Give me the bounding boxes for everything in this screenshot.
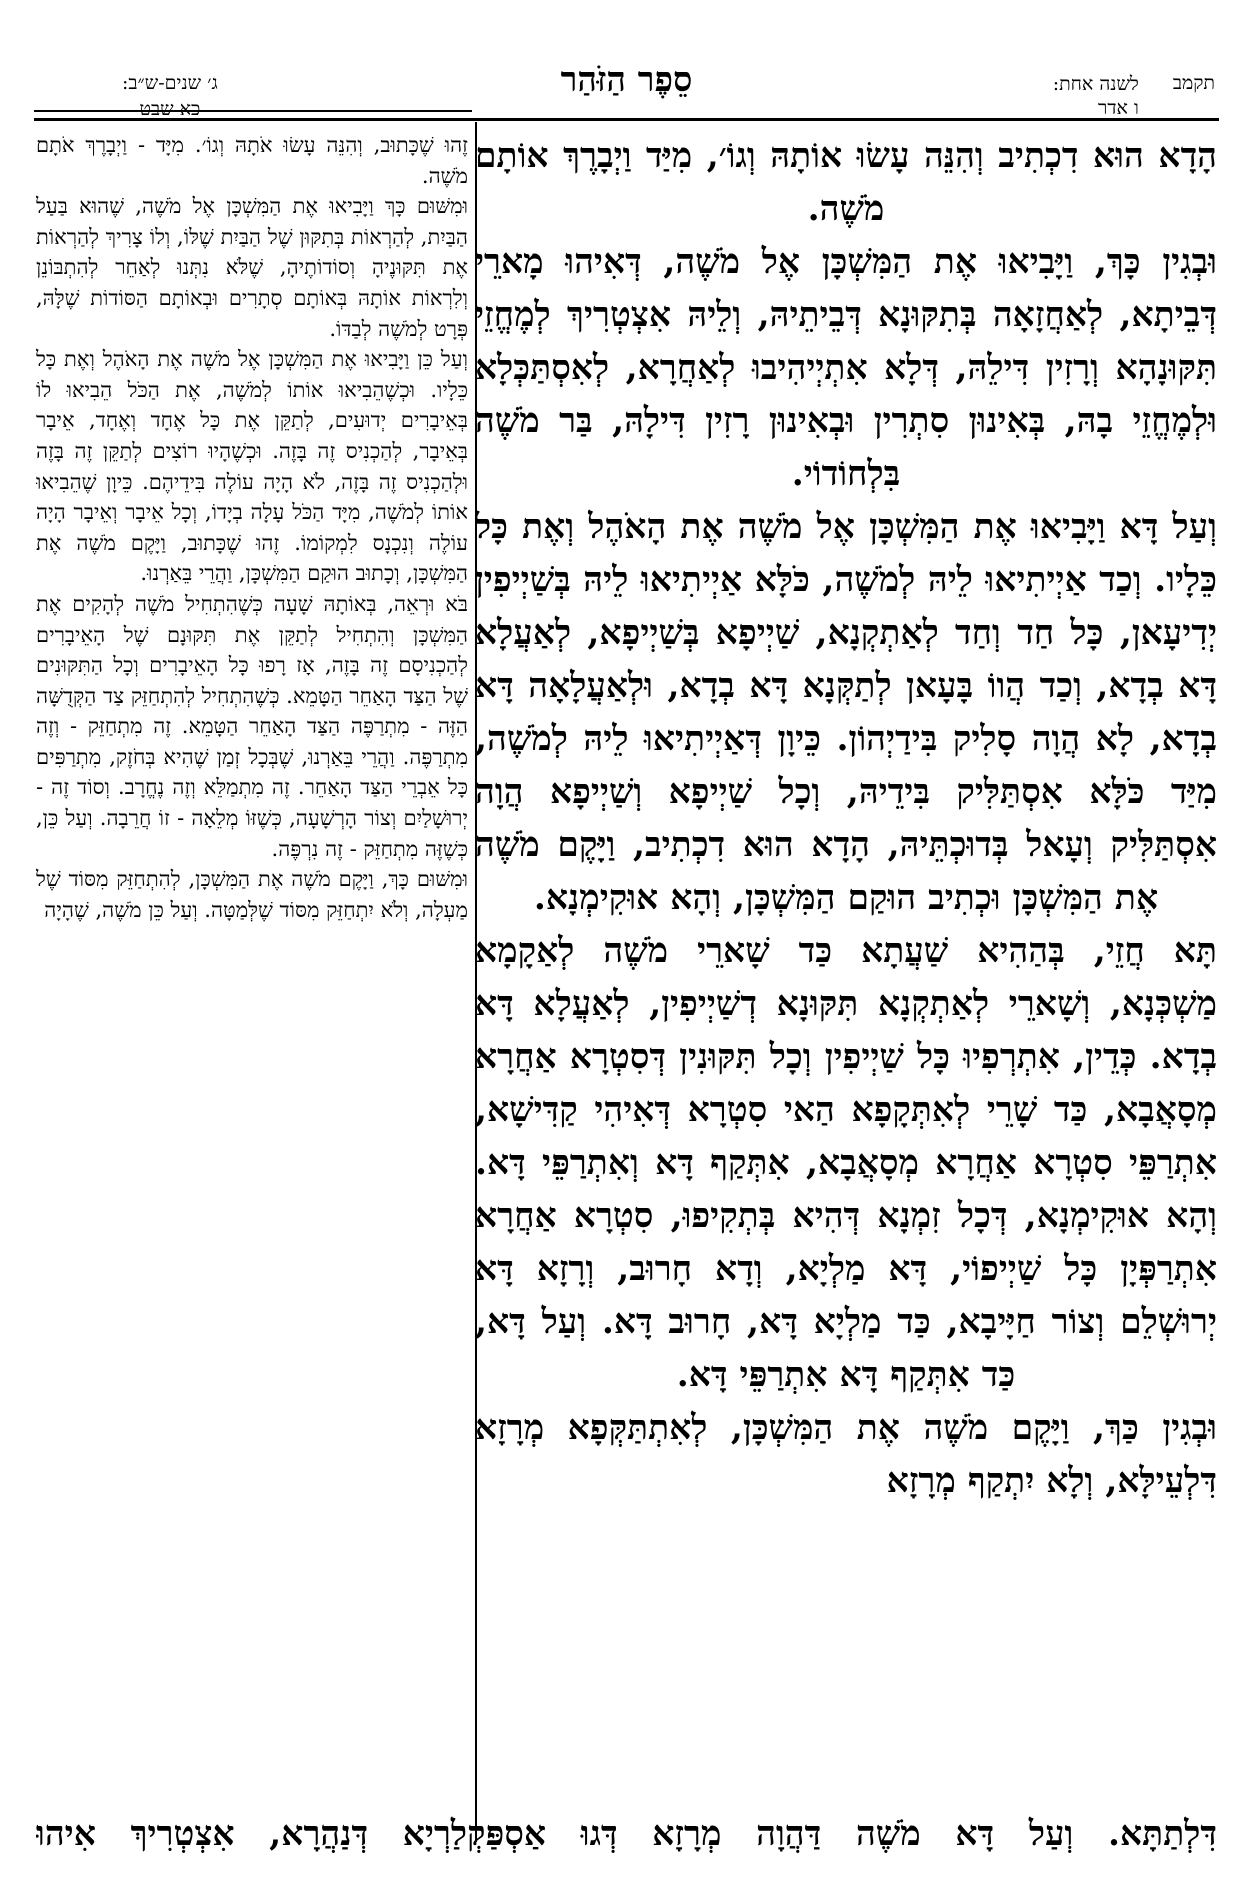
header-left <box>122 70 218 122</box>
hebrew-paragraph: וּמִשּׁוּם כָּךְ, וַיָּקֶם מֹשֶׁה אֶת הַמִּשְׁכָּן, לְהִתְחַזֵּק מִסּוֹד שֶׁל מַעְלָה, וְלֹא יִתְחַזֵּק מִסּוֹד שֶׁלְּמַטָּה. וְעַל כֵּן מֹשֶׁה, שֶׁהָיָה <box>36 867 468 922</box>
hebrew-paragraph: וְעַל כֵּן וַיָּבִיאוּ אֶת הַמִּשְׁכָּן אֶל מֹשֶׁה אֶת הָאֹהֶל וְאֶת כָּל כֵּלָיו. וּכְשֶׁהֵבִיאוּ אוֹתוֹ לְמֹשֶׁה, אֶת הַכֹּל הֵבִיאוּ לוֹ בְּאֵיבָרִים יְדוּעִים, לְתַקֵּן אֶת כָּל אֶחָד וְאֶחָד, אֵיבָר בְּאֵיבָר, לְהַכְנִיס זֶה בָּזֶה. וּכְשֶׁהָיוּ רוֹצִים לְתַקֵּן זֶה בָּזֶה וּלְהַכְנִיס זֶה בָּזֶה, לֹא הָיָה עוֹלֶה בִּידֵיהֶם. כֵּיוָן שֶׁהֵבִיאוּ אוֹתוֹ לְמֹשֶׁה, מִיָּד הַכֹּל עָלָה בְיָדוֹ, וְכָל אֵיבָר וְאֵיבָר הָיָה עוֹלֶה וְנִכְנָס לִמְקוֹמוֹ. זֶהוּ שֶׁכָּתוּב, וַיָּקֶם מֹשֶׁה אֶת הַמִּשְׁכָּן, וְכָתוּב הוּקַם הַמִּשְׁכָּן, וַהֲרֵי בֵּאַרְנוּ. <box>36 347 468 586</box>
hebrew-translation-column <box>36 130 468 1850</box>
header-left-rule <box>34 110 472 112</box>
hebrew-paragraph: וּמִשּׁוּם כָּךְ וַיָּבִיאוּ אֶת הַמִּשְׁכָּן אֶל מֹשֶׁה, שֶׁהוּא בַּעַל הַבַּיִת, לְהַרְאוֹת בְּתִקּוּן שֶׁל הַבַּיִת שֶׁלּוֹ, וְלוֹ צָרִיךְ לְהַרְאוֹת אֶת תִּקּוּנֶיהָ וְסוֹדוֹתֶיהָ, שֶׁלֹּא נִתְּנוּ לְאַחֵר לְהִתְבּוֹנֵן וְלִרְאוֹת אוֹתָהּ בְּאוֹתָם סְתָרִים וּבְאוֹתָם הַסּוֹדוֹת שֶׁלָּהּ, פְּרָט לְמֹשֶׁה לְבַדּוֹ. <box>36 194 468 341</box>
day-left: כא שבט <box>139 98 201 120</box>
book-title: סֵפֶר הַזֹּהַר <box>560 60 693 100</box>
aramaic-paragraph: וּבְגִין כַּךְ, וַיָּקֶם מֹשֶׁה אֶת הַמִּשְׁכָּן, לְאִתְתַּקְּפָא מְרָזָא דִּלְעֵילָּא, וְלָא יִתְקַף מְרָזָא <box>475 1408 1217 1501</box>
header-rule <box>34 118 1219 121</box>
aramaic-paragraph: וְעַל דָּא וַיָּבִיאוּ אֶת הַמִּשְׁכָּן אֶל מֹשֶׁה אֶת הָאֹהֶל וְאֶת כָּל כֵּלָיו. וְכַד אַיְיתִיאוּ לֵיהּ לְמֹשֶׁה, כֹּלָּא אַיְיתִיאוּ לֵיהּ בְּשַׁיְיפִין יְדִיעָאן, כָּל חַד וְחַד לְאַתְקְנָא, שַׁיְיפָא בְּשַׁיְיפָא, לְאַעֲלָא דָּא בְדָא, וְכַד הֲווֹ בָּעָאן לְתַקְּנָא דָּא בְדָא, וּלְאַעֲלָאָה דָּא בְדָא, לָא הֲוָה סָלִיק בִּידַיְהוֹן. כֵּיוָן דְּאַיְיתִיאוּ לֵיהּ לְמֹשֶׁה, מִיַּד כֹּלָּא אִסְתַּלִּיק בִּידֵיהּ, וְכָל שַׁיְיפָא וְשַׁיְיפָא הֲוָה אִסְתַּלִּיק וְעָאל בְּדוּכְתֵּיהּ, הָדָא הוּא דִכְתִיב, וַיָּקֶם מֹשֶׁה אֶת הַמִּשְׁכָּן וּכְתִיב הוּקַם הַמִּשְׁכָּן, וְהָא אוּקִימְנָא. <box>475 507 1217 918</box>
aramaic-bottom-line: דִּלְתַתָּא. וְעַל דָּא מֹשֶׁה דַּהֲוָה מְרָזָא דְּגוּ אַסְפַּקְלַרְיָא דְּנַהֲרָא, אִצְטְרִיךְ אִיהוּ <box>36 1814 1217 1854</box>
aramaic-paragraph: תָּא חֲזֵי, בְּהַהִיא שַׁעֲתָא כַּד שָׁארֵי מֹשֶׁה לְאַקָמָא מַשְׁכְּנָא, וְשָׁארֵי לְאַתְקְנָא תִּקּוּנָא דְשַׁיְיפִין, לְאַעֲלָא דָּא בְדָא. כְּדֵין, אִתְרְפִיוּ כָּל שַׁיְיפִין וְכָל תִּקּוּנִין דְּסִטְרָא אַחֲרָא מְסָאֲבָא, כַּד שָׁרֵי לְאִתְּקָפָא הַאי סִטְרָא דְּאִיהִי קַדִּישָׁא, אִתְרַפֵּי סִטְרָא אַחֲרָא מְסָאֲבָא, אִתְּקַף דָּא וְאִתְרַפֵּי דָּא. וְהָא אוּקִימְנָא, דְּכָל זִמְנָא דְּהִיא בְּתְקִיפוּ, סִטְרָא אַחֲרָא אִתְרַפְּיָן כָּל שַׁיְיפוֹי, דָּא מַלְיָא, וְדָא חָרוּב, וְרָזָא דָּא יְרוּשְׁלֵם וְצוֹר חַיָּיבָא, כַּד מַלְיָא דָּא, חָרוּב דָּא. וְעַל דָּא, כַּד אִתְּקַף דָּא אִתְרַפֵּי דָּא. <box>475 931 1217 1395</box>
hebrew-paragraph: בֹּא וּרְאֵה, בְּאוֹתָהּ שָׁעָה כְּשֶׁהִתְחִיל מֹשֶׁה לְהָקִים אֶת הַמִּשְׁכָּן וְהִתְחִיל לְתַקֵּן אֶת תִּקּוּנָם שֶׁל הָאֵיבָרִים לְהַכְנִיסָם זֶה בָּזֶה, אָז רָפוּ כָּל הָאֵיבָרִים וְכָל הַתִּקּוּנִים שֶׁל הַצַּד הָאַחֵר הַטָּמֵא. כְּשֶׁהִתְחִיל לְהִתְחַזֵּק צַד הַקְּדֻשָּׁה הַזֶּה - מִתְרַפֶּה הַצַּד הָאַחֵר הַטָּמֵא. זֶה מִתְחַזֵּק - וְזֶה מִתְרַפֶּה. וַהֲרֵי בֵּאַרְנוּ, שֶׁבְּכָל זְמַן שֶׁהִיא בְּחֹזֶק, מִתְרַפִּים כָּל אֵבְרֵי הַצַּד הָאַחֵר. זֶה מִתְמַלֵּא וְזֶה נֶחֱרָב. וְסוֹד זֶה - יְרוּשָׁלַיִם וְצוֹר הָרְשָׁעָה, כְּשֶׁזּוֹ מְלֵאָה - זוֹ חֲרֵבָה. וְעַל כֵּן, כְּשֶׁזֶּה מִתְחַזֵּק - זֶה נִרְפֶּה. <box>36 591 468 861</box>
hebrew-paragraph: זֶהוּ שֶׁכָּתוּב, וְהִנֵּה עָשׂוּ אֹתָהּ וְגוֹ׳. מִיָּד - וַיְבָרֶךְ אֹתָם מֹשֶׁה. <box>36 133 468 188</box>
aramaic-paragraph: וּבְגִין כָּךְ, וַיָּבִיאוּ אֶת הַמִּשְׁכָּן אֶל מֹשֶׁה, דְּאִיהוּ מָארֵי דְּבֵיתָא, לְאַחֲזָאָה בְּתִקּוּנָא דְּבֵיתֵיהּ, וְלֵיהּ אִצְטְרִיךְ לְמֶחֱזֵי תִּקּוּנָהָא וְרָזִין דִּילֵהּ, דְּלָא אִתְיְיהִיבוּ לְאַחֲרָא, לְאִסְתַּכְּלָא וּלְמֶחֱזֵי בָהּ, בְּאִינוּן סִתְרִין וּבְאִינוּן רָזִין דִּילָהּ, בַּר מֹשֶׁה בִּלְחוֹדוֹי. <box>475 242 1217 494</box>
aramaic-text-column <box>475 130 1217 1800</box>
year-label: לשנה אחת: <box>1052 73 1139 95</box>
cycle-label: ג׳ שנים-ש״ב: <box>122 72 218 94</box>
day-right: ו אדר <box>1098 97 1139 119</box>
page-number: תקמב <box>1172 72 1215 94</box>
aramaic-paragraph: הָדָא הוּא דִכְתִיב וְהִנֵּה עָשׂוּ אוֹתָהּ וְגוֹ׳, מִיַּד וַיְבָרֶךְ אוֹתָם מֹשֶׁה. <box>475 136 1217 229</box>
